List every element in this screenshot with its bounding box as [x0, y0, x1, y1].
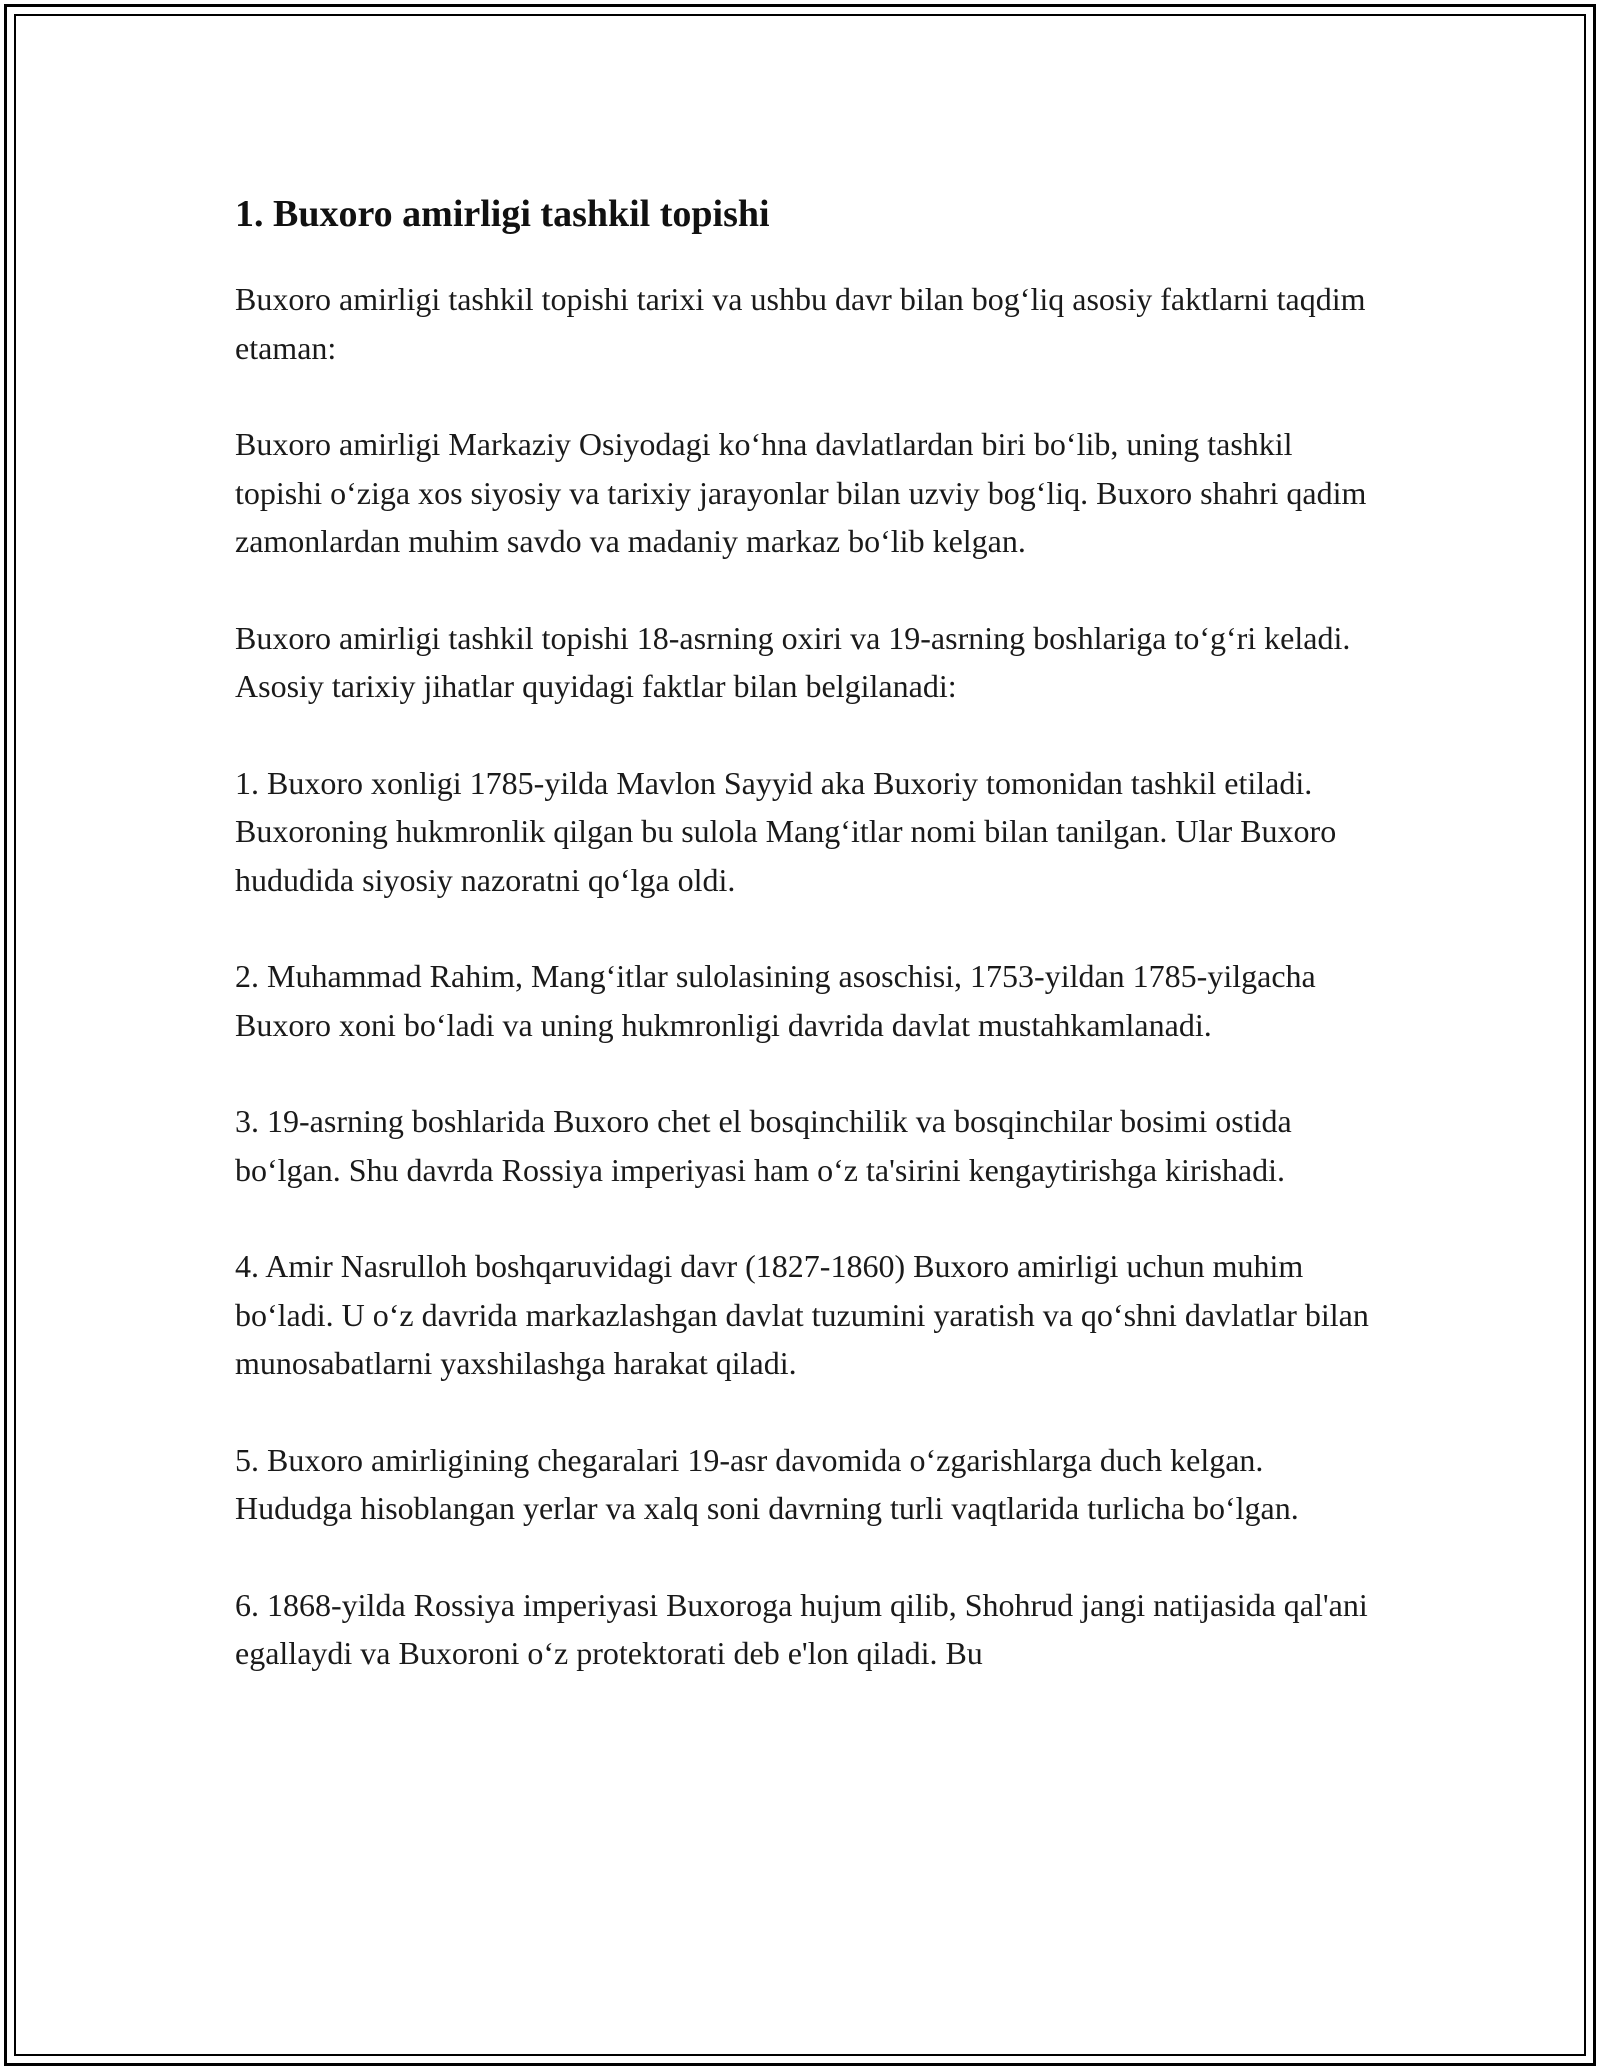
list-item-5: 5. Buxoro amirligining chegaralari 19-asr davomida o‘zgarishlarga duch kelgan. Hududga hisoblangan yerlar va xalq soni davrning turli vaqtlarida turlicha bo‘lgan.	[235, 1441, 1299, 1526]
list-item-6: 6. 1868-yilda Rossiya imperiyasi Buxoroga hujum qilib, Shohrud jangi natijasida qal'ani egallaydi va Buxoroni o‘z protektorati deb e'lon qiladi. Bu	[235, 1586, 1368, 1671]
list-item-3: 3. 19-asrning boshlarida Buxoro chet el bosqinchilik va bosqinchilar bosimi ostida bo‘lgan. Shu davrda Rossiya imperiyasi ham o‘z ta'sirini kengaytirishga kirishadi.	[235, 1103, 1292, 1188]
paragraph-period: Buxoro amirligi tashkil topishi 18-asrning oxiri va 19-asrning boshlariga to‘g‘ri keladi. Asosiy tarixiy jihatlar quyidagi faktlar bilan belgilanadi:	[235, 619, 1351, 704]
list-item-2: 2. Muhammad Rahim, Mang‘itlar sulolasining asoschisi, 1753-yildan 1785-yilgacha Buxoro xoni bo‘ladi va uning hukmronligi davrida davlat mustahkamlanadi.	[235, 958, 1316, 1043]
paragraph-intro: Buxoro amirligi tashkil topishi tarixi va ushbu davr bilan bog‘liq asosiy faktlarni taqdim etaman:	[235, 281, 1366, 366]
list-item-1: 1. Buxoro xonligi 1785-yilda Mavlon Sayyid aka Buxoriy tomonidan tashkil etiladi. Buxoroning hukmronlik qilgan bu sulola Mang‘itlar nomi bilan tanilgan. Ular Buxoro hududida siyosiy nazoratni qo‘lga oldi.	[235, 764, 1337, 898]
list-item-4: 4. Amir Nasrulloh boshqaruvidagi davr (1827-1860) Buxoro amirligi uchun muhim bo‘ladi. U o‘z davrida markazlashgan davlat tuzumini yaratish va qo‘shni davlatlar bilan munosabatlarni yaxshilashga harakat qiladi.	[235, 1248, 1369, 1381]
section-heading: 1. Buxoro amirligi tashkil topishi	[235, 193, 770, 235]
paragraph-overview: Buxoro amirligi Markaziy Osiyodagi ko‘hna davlatlardan biri bo‘lib, uning tashkil topishi o‘ziga xos siyosiy va tarixiy jarayonlar bilan uzviy bog‘liq. Buxoro shahri qadim zamonlardan muhim savdo va madaniy markaz bo‘lib kelgan.	[235, 426, 1367, 559]
document-body	[235, 182, 1375, 1678]
